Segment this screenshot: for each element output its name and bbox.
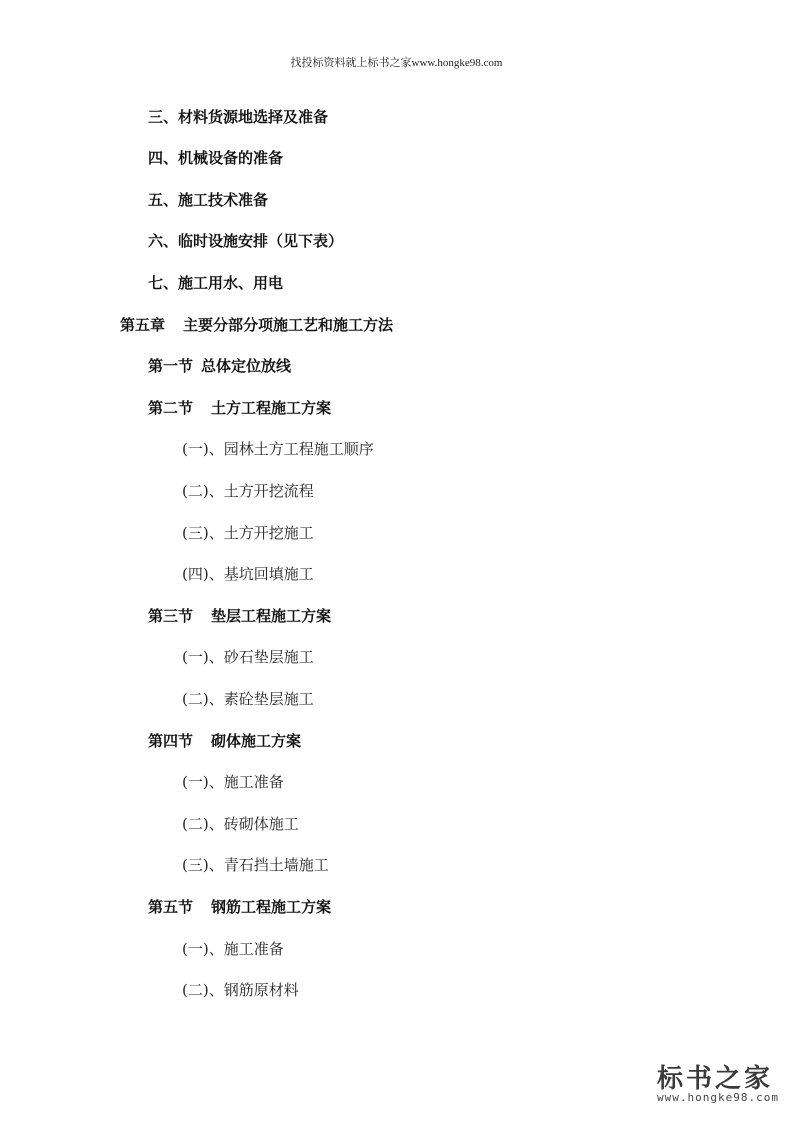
toc-item-materials: 三、材料货源地选择及准备 <box>148 108 329 126</box>
toc-subitem: (四)、基坑回填施工 <box>182 565 314 583</box>
toc-item-temp-facilities: 六、临时设施安排（见下表） <box>148 232 344 250</box>
section-number: 第二节 <box>148 399 194 417</box>
section-title: 垫层工程施工方案 <box>211 607 332 625</box>
toc-subitem: (一)、施工准备 <box>182 773 284 791</box>
section-title: 土方工程施工方案 <box>211 399 332 417</box>
toc-section-3 <box>148 606 331 626</box>
toc-subitem: (二)、素砼垫层施工 <box>182 690 314 708</box>
section-number: 第一节 <box>148 357 194 375</box>
toc-section-1 <box>148 356 291 376</box>
toc-subitem: (一)、施工准备 <box>182 940 284 958</box>
toc-subitem: (三)、青石挡土墙施工 <box>182 856 329 874</box>
section-number: 第五节 <box>148 898 194 916</box>
toc-subitem: (一)、园林土方工程施工顺序 <box>182 440 374 458</box>
section-number: 第四节 <box>148 732 194 750</box>
section-number: 第三节 <box>148 607 194 625</box>
toc-subitem: (二)、砖砌体施工 <box>182 815 299 833</box>
toc-section-4 <box>148 731 301 751</box>
page-header: 找投标资料就上标书之家www.hongke98.com <box>290 57 503 69</box>
toc-subitem: (三)、土方开挖施工 <box>182 524 314 542</box>
site-logo <box>635 1058 785 1108</box>
toc-item-machinery: 四、机械设备的准备 <box>148 149 284 167</box>
logo-url: www.hongke98.com <box>657 1091 779 1104</box>
toc-section-5 <box>148 897 331 917</box>
toc-chapter-5 <box>120 315 393 335</box>
chapter-title: 主要分部分项施工艺和施工方法 <box>183 316 394 334</box>
section-title: 总体定位放线 <box>201 357 292 375</box>
chapter-number: 第五章 <box>120 316 166 334</box>
section-title: 砌体施工方案 <box>211 732 302 750</box>
section-title: 钢筋工程施工方案 <box>211 898 332 916</box>
toc-section-2 <box>148 398 331 418</box>
toc-subitem: (一)、砂石垫层施工 <box>182 648 314 666</box>
toc-subitem: (二)、土方开挖流程 <box>182 482 314 500</box>
toc-item-technical-prep: 五、施工技术准备 <box>148 191 269 209</box>
toc-item-water-power: 七、施工用水、用电 <box>148 274 284 292</box>
toc-subitem: (二)、钢筋原材料 <box>182 981 299 999</box>
logo-title: 标书之家 <box>656 1064 773 1094</box>
